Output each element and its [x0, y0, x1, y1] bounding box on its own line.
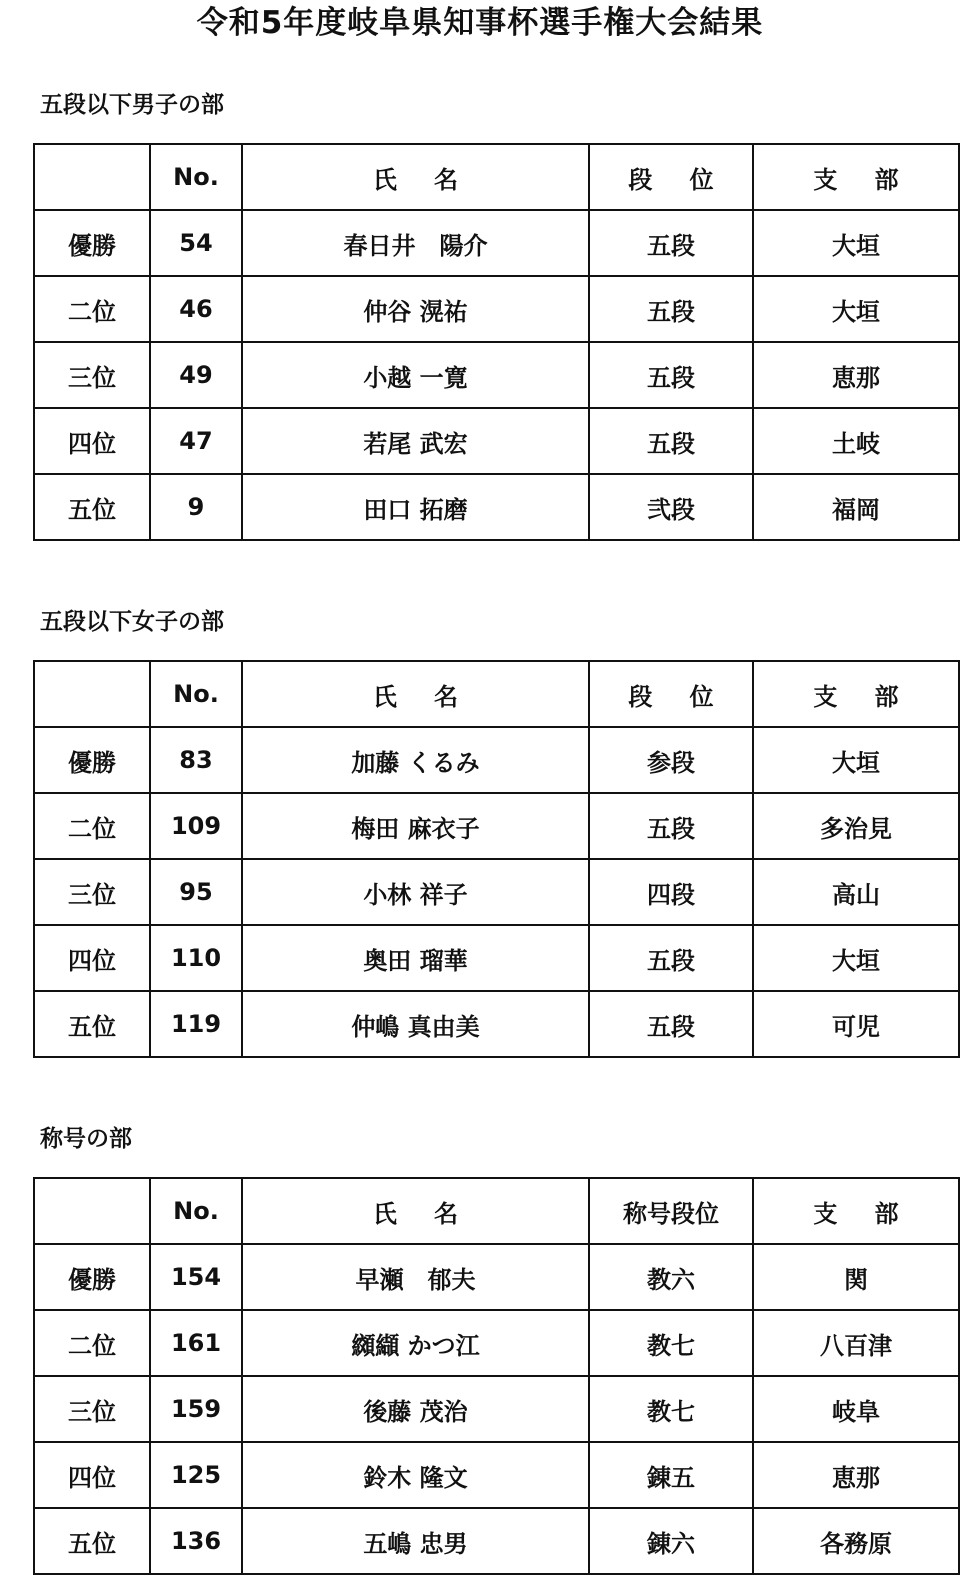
- rank-cell: 二位: [34, 793, 150, 859]
- header-name: 氏 名: [242, 1178, 589, 1244]
- name-cell: 後藤 茂治: [242, 1376, 589, 1442]
- dan-cell: 五段: [589, 925, 753, 991]
- page-title: 令和5年度岐阜県知事杯選手権大会結果: [196, 5, 764, 41]
- name-cell: 梅田 麻衣子: [242, 793, 589, 859]
- name-cell: 鈴木 隆文: [242, 1442, 589, 1508]
- header-rank: [34, 661, 150, 727]
- dan-cell: 五段: [589, 276, 753, 342]
- results-table-title-holders: [33, 1177, 960, 1575]
- rank-cell: 二位: [34, 1310, 150, 1376]
- number-cell: 46: [150, 276, 242, 342]
- branch-cell: 各務原: [753, 1508, 959, 1574]
- dan-cell: 弐段: [589, 474, 753, 540]
- name-cell: 五嶋 忠男: [242, 1508, 589, 1574]
- rank-cell: 優勝: [34, 1244, 150, 1310]
- dan-cell: 錬五: [589, 1442, 753, 1508]
- name-cell: 纐纈 かつ江: [242, 1310, 589, 1376]
- number-cell: 110: [150, 925, 242, 991]
- rank-cell: 優勝: [34, 727, 150, 793]
- header-branch: 支 部: [753, 1178, 959, 1244]
- header-no: No.: [150, 1178, 242, 1244]
- rank-cell: 四位: [34, 925, 150, 991]
- branch-cell: 大垣: [753, 925, 959, 991]
- branch-cell: 岐阜: [753, 1376, 959, 1442]
- section-heading-women: 五段以下女子の部: [40, 609, 224, 635]
- header-branch: 支 部: [753, 144, 959, 210]
- rank-cell: 五位: [34, 474, 150, 540]
- table-row: [34, 793, 959, 859]
- branch-cell: 土岐: [753, 408, 959, 474]
- rank-cell: 三位: [34, 342, 150, 408]
- branch-cell: 高山: [753, 859, 959, 925]
- table-header-row: [34, 1178, 959, 1244]
- branch-cell: 八百津: [753, 1310, 959, 1376]
- dan-cell: 教七: [589, 1310, 753, 1376]
- branch-cell: 大垣: [753, 276, 959, 342]
- name-cell: 奥田 瑠華: [242, 925, 589, 991]
- results-table-men: [33, 143, 960, 541]
- table-row: [34, 276, 959, 342]
- branch-cell: 大垣: [753, 210, 959, 276]
- rank-cell: 五位: [34, 991, 150, 1057]
- header-dan: 段 位: [589, 144, 753, 210]
- header-no: No.: [150, 144, 242, 210]
- number-cell: 125: [150, 1442, 242, 1508]
- name-cell: 仲嶋 真由美: [242, 991, 589, 1057]
- number-cell: 83: [150, 727, 242, 793]
- name-cell: 若尾 武宏: [242, 408, 589, 474]
- dan-cell: 教七: [589, 1376, 753, 1442]
- number-cell: 54: [150, 210, 242, 276]
- table-row: [34, 1244, 959, 1310]
- branch-cell: 恵那: [753, 342, 959, 408]
- number-cell: 49: [150, 342, 242, 408]
- table-row: [34, 859, 959, 925]
- header-no: No.: [150, 661, 242, 727]
- number-cell: 9: [150, 474, 242, 540]
- number-cell: 159: [150, 1376, 242, 1442]
- dan-cell: 五段: [589, 210, 753, 276]
- header-name: 氏 名: [242, 661, 589, 727]
- dan-cell: 五段: [589, 408, 753, 474]
- dan-cell: 五段: [589, 991, 753, 1057]
- table-row: [34, 727, 959, 793]
- table-header-row: [34, 661, 959, 727]
- name-cell: 小越 一寛: [242, 342, 589, 408]
- section-heading-men: 五段以下男子の部: [40, 92, 224, 118]
- rank-cell: 五位: [34, 1508, 150, 1574]
- table-row: [34, 1310, 959, 1376]
- dan-cell: 四段: [589, 859, 753, 925]
- branch-cell: 多治見: [753, 793, 959, 859]
- table-row: [34, 1442, 959, 1508]
- number-cell: 136: [150, 1508, 242, 1574]
- table-row: [34, 342, 959, 408]
- rank-cell: 二位: [34, 276, 150, 342]
- dan-cell: 教六: [589, 1244, 753, 1310]
- number-cell: 109: [150, 793, 242, 859]
- header-branch: 支 部: [753, 661, 959, 727]
- table-row: [34, 474, 959, 540]
- branch-cell: 福岡: [753, 474, 959, 540]
- name-cell: 春日井 陽介: [242, 210, 589, 276]
- dan-cell: 五段: [589, 342, 753, 408]
- name-cell: 早瀬 郁夫: [242, 1244, 589, 1310]
- header-name: 氏 名: [242, 144, 589, 210]
- dan-cell: 五段: [589, 793, 753, 859]
- header-rank: [34, 144, 150, 210]
- number-cell: 161: [150, 1310, 242, 1376]
- rank-cell: 三位: [34, 859, 150, 925]
- table-row: [34, 1376, 959, 1442]
- branch-cell: 恵那: [753, 1442, 959, 1508]
- number-cell: 95: [150, 859, 242, 925]
- name-cell: 小林 祥子: [242, 859, 589, 925]
- branch-cell: 大垣: [753, 727, 959, 793]
- name-cell: 加藤 くるみ: [242, 727, 589, 793]
- header-dan: 段 位: [589, 661, 753, 727]
- results-table-women: [33, 660, 960, 1058]
- dan-cell: 参段: [589, 727, 753, 793]
- table-row: [34, 991, 959, 1057]
- name-cell: 田口 拓磨: [242, 474, 589, 540]
- table-row: [34, 1508, 959, 1574]
- rank-cell: 優勝: [34, 210, 150, 276]
- branch-cell: 関: [753, 1244, 959, 1310]
- rank-cell: 三位: [34, 1376, 150, 1442]
- table-row: [34, 210, 959, 276]
- branch-cell: 可児: [753, 991, 959, 1057]
- table-row: [34, 925, 959, 991]
- rank-cell: 四位: [34, 408, 150, 474]
- table-row: [34, 408, 959, 474]
- header-title-dan: 称号段位: [589, 1178, 753, 1244]
- rank-cell: 四位: [34, 1442, 150, 1508]
- header-rank: [34, 1178, 150, 1244]
- table-header-row: [34, 144, 959, 210]
- number-cell: 119: [150, 991, 242, 1057]
- name-cell: 仲谷 滉祐: [242, 276, 589, 342]
- dan-cell: 錬六: [589, 1508, 753, 1574]
- number-cell: 47: [150, 408, 242, 474]
- section-heading-title-holders: 称号の部: [40, 1126, 132, 1152]
- number-cell: 154: [150, 1244, 242, 1310]
